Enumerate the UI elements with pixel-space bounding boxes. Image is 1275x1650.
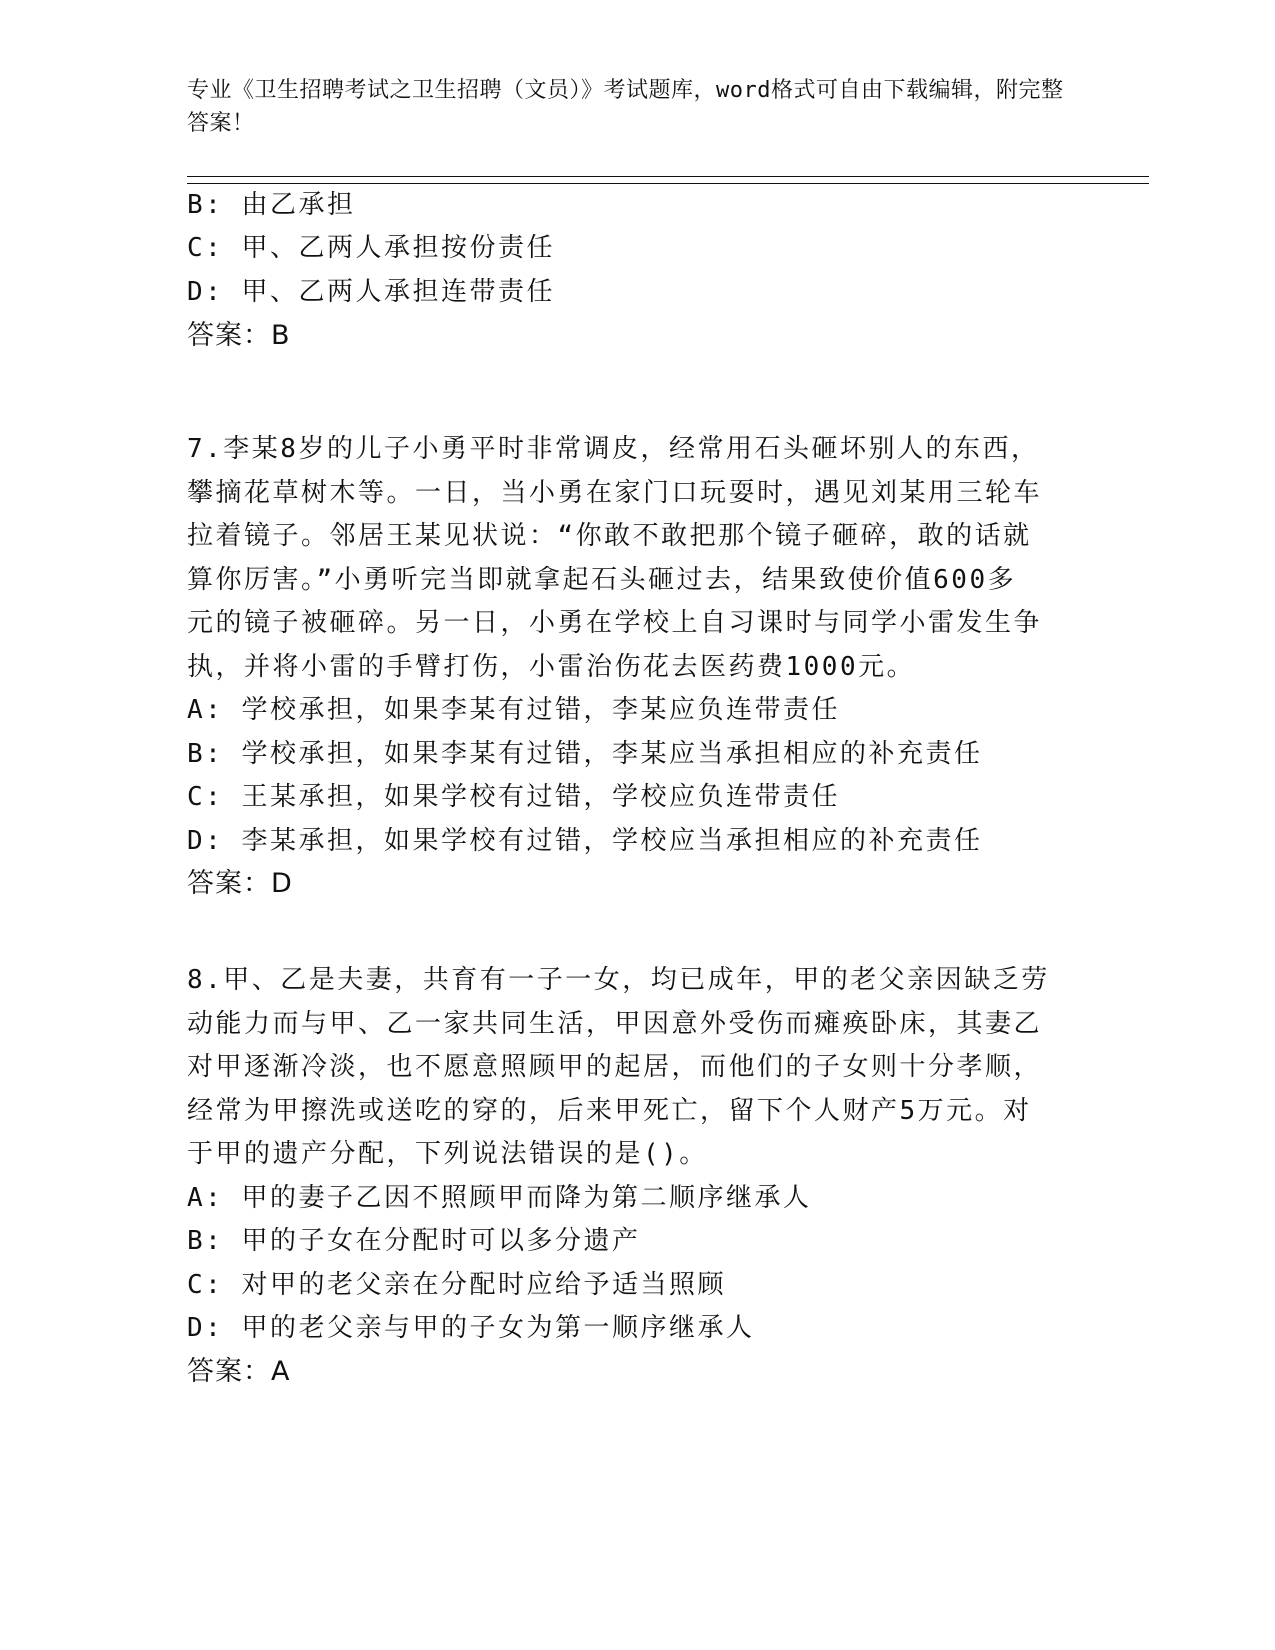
q7-stem-line: 元的镜子被砸碎。另一日，小勇在学校上自习课时与同学小雷发生争 <box>187 608 1043 638</box>
header-divider <box>187 176 1149 184</box>
q8-option-c: C: 对甲的老父亲在分配时应给予适当照顾 <box>187 1270 726 1300</box>
q8-stem-line: 动能力而与甲、乙一家共同生活，甲因意外受伤而瘫痪卧床，其妻乙 <box>187 1009 1043 1039</box>
q6-answer: 答案：B <box>187 320 291 351</box>
q6-option-c: C: 甲、乙两人承担按份责任 <box>187 233 555 263</box>
q8-stem-line: 对甲逐渐冷淡，也不愿意照顾甲的起居，而他们的子女则十分孝顺， <box>187 1052 1043 1082</box>
q8-stem-line: 经常为甲擦洗或送吃的穿的，后来甲死亡，留下个人财产5万元。对 <box>187 1096 1032 1126</box>
q7-answer: 答案：D <box>187 868 293 899</box>
q6-option-b: B: 由乙承担 <box>187 190 356 220</box>
q8-stem-line: 于甲的遗产分配，下列说法错误的是()。 <box>187 1139 708 1169</box>
q8-answer: 答案：A <box>187 1356 291 1387</box>
page-header: 专业《卫生招聘考试之卫生招聘（文员）》考试题库，word格式可自由下载编辑，附完整答案！ <box>187 78 1064 136</box>
q8-option-d: D: 甲的老父亲与甲的子女为第一顺序继承人 <box>187 1313 755 1343</box>
q7-stem-line: 执，并将小雷的手臂打伤，小雷治伤花去医药费1000元。 <box>187 652 916 682</box>
q7-stem-line: 拉着镜子。邻居王某见状说：“你敢不敢把那个镜子砸碎，敢的话就 <box>187 521 1032 551</box>
q8-stem-line: 8.甲、乙是夫妻，共育有一子一女，均已成年，甲的老父亲因缺乏劳 <box>187 965 1050 995</box>
q8-option-b: B: 甲的子女在分配时可以多分遗产 <box>187 1226 641 1256</box>
q8-option-a: A: 甲的妻子乙因不照顾甲而降为第二顺序继承人 <box>187 1183 812 1213</box>
q7-option-c: C: 王某承担，如果学校有过错，学校应负连带责任 <box>187 782 840 812</box>
q7-stem-line: 算你厉害。”小勇听完当即就拿起石头砸过去，结果致使价值600多 <box>187 565 1017 595</box>
q7-option-d: D: 李某承担，如果学校有过错，学校应当承担相应的补充责任 <box>187 826 983 856</box>
q7-option-b: B: 学校承担，如果李某有过错，李某应当承担相应的补充责任 <box>187 739 983 769</box>
q7-option-a: A: 学校承担，如果李某有过错，李某应负连带责任 <box>187 695 840 725</box>
q7-stem-line: 攀摘花草树木等。一日，当小勇在家门口玩耍时，遇见刘某用三轮车 <box>187 478 1043 508</box>
q6-option-d: D: 甲、乙两人承担连带责任 <box>187 277 555 307</box>
q7-stem-line: 7.李某8岁的儿子小勇平时非常调皮，经常用石头砸坏别人的东西， <box>187 434 1040 464</box>
